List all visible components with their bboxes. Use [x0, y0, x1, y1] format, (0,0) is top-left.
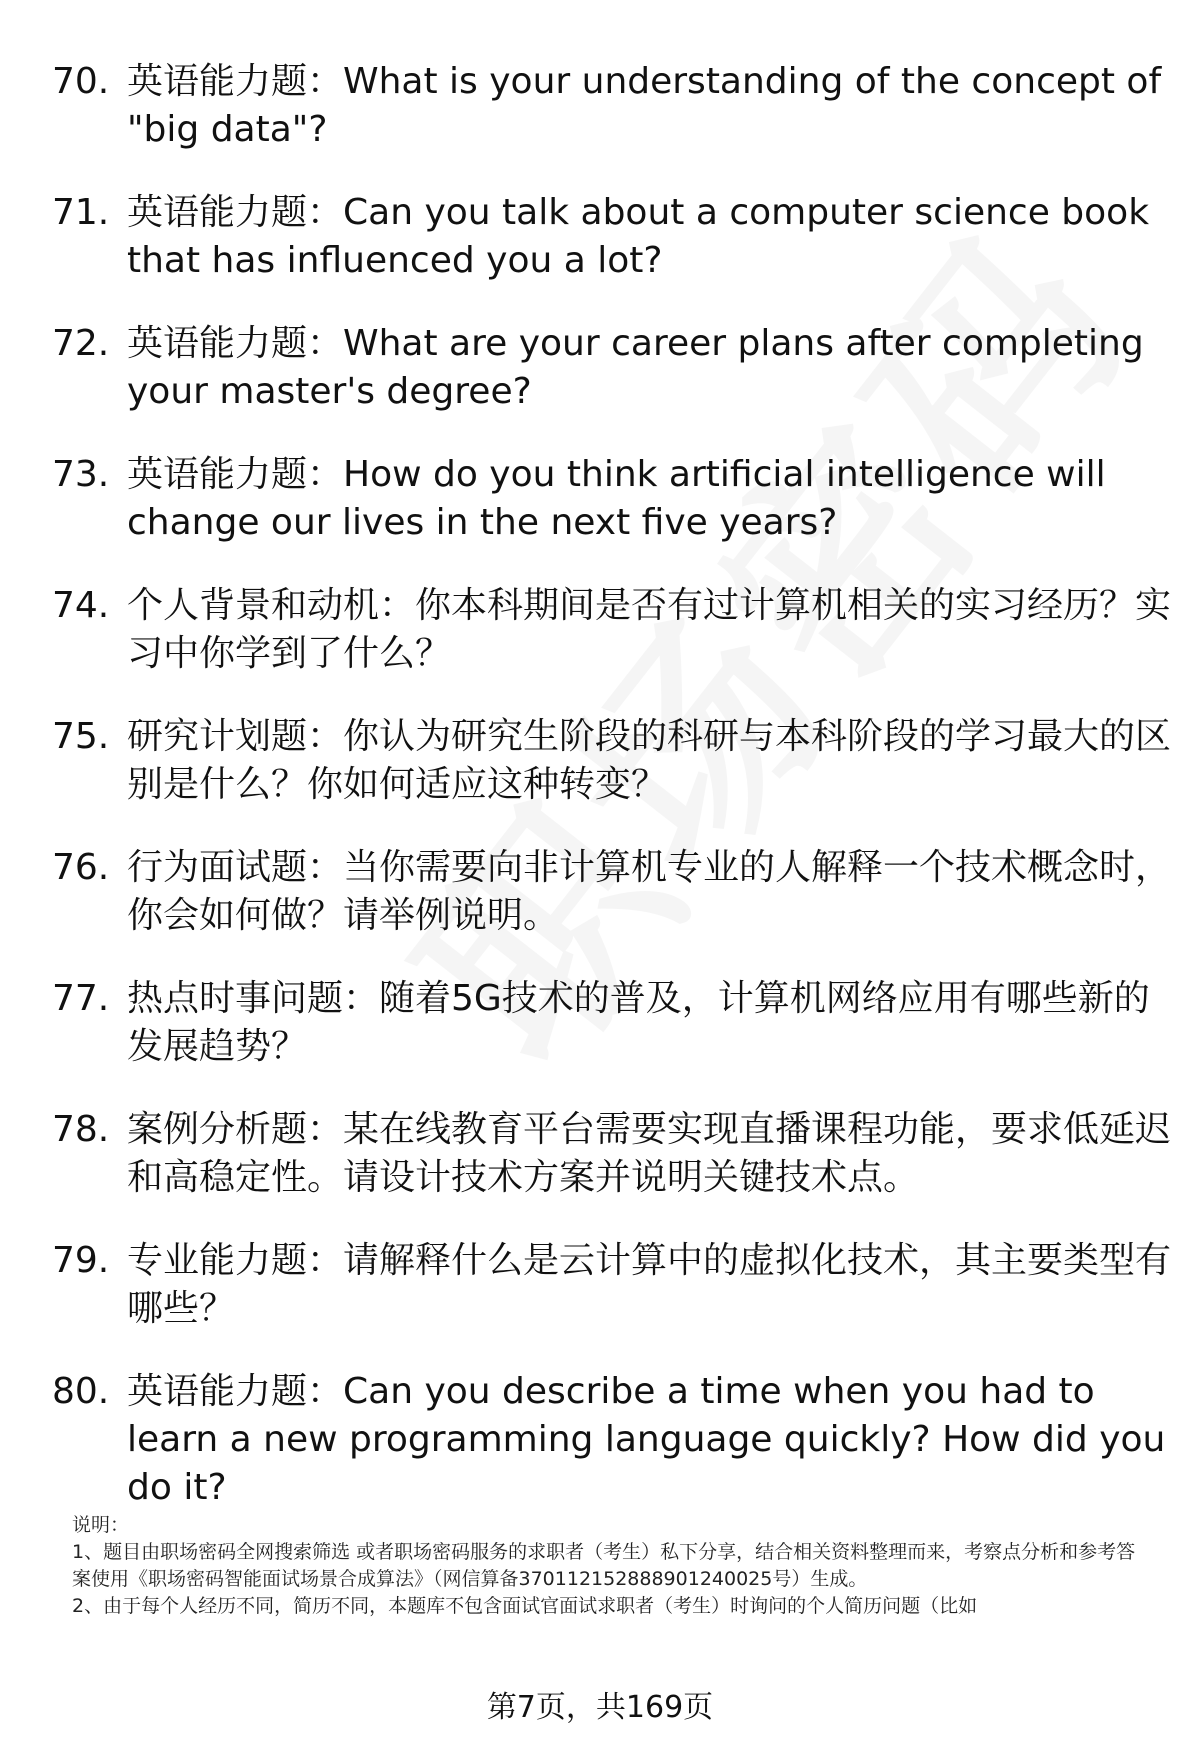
question-list — [52, 58, 1172, 1547]
question-number: 71. — [52, 192, 110, 233]
question-text: 专业能力题：请解释什么是云计算中的虚拟化技术，其主要类型有哪些？ — [127, 1240, 1172, 1329]
question-text: 研究计划题：你认为研究生阶段的科研与本科阶段的学习最大的区别是什么？你如何适应这种转变？ — [127, 716, 1172, 805]
question-item — [52, 189, 1172, 285]
notes-item-2: 2、由于每个人经历不同，简历不同，本题库不包含面试官面试求职者（考生）时询问的个人简历问题（比如 — [72, 1595, 978, 1617]
question-text: 英语能力题：Can you talk about a computer science book that has influenced you a lot? — [127, 192, 1150, 281]
question-item — [52, 713, 1172, 809]
question-text: 英语能力题：Can you describe a time when you had to learn a new programming language quickly? How did you do it? — [127, 1371, 1166, 1508]
question-text: 英语能力题：How do you think artificial intelligence will change our lives in the next five years? — [127, 454, 1106, 543]
notes-item-1: 1、题目由职场密码全网搜索筛选 或者职场密码服务的求职者（考生）私下分享，结合相关资料整理而来，考察点分析和参考答案使用《职场密码智能面试场景合成算法》（网信算备370112152888901240025号）生成。 — [72, 1541, 1136, 1590]
question-item — [52, 844, 1172, 940]
question-item — [52, 58, 1172, 154]
question-item — [52, 1237, 1172, 1333]
question-text: 案例分析题：某在线教育平台需要实现直播课程功能，要求低延迟和高稳定性。请设计技术方案并说明关键技术点。 — [127, 1109, 1172, 1198]
question-item — [52, 320, 1172, 416]
question-item — [52, 451, 1172, 547]
question-number: 72. — [52, 323, 110, 364]
question-item — [52, 582, 1172, 678]
question-text: 热点时事问题：随着5G技术的普及，计算机网络应用有哪些新的发展趋势？ — [127, 978, 1150, 1067]
question-text: 个人背景和动机：你本科期间是否有过计算机相关的实习经历？实习中你学到了什么？ — [127, 585, 1172, 674]
notes-title: 说明： — [72, 1514, 130, 1536]
question-item — [52, 1368, 1172, 1512]
question-number: 70. — [52, 61, 110, 102]
question-number: 79. — [52, 1240, 110, 1281]
question-text: 英语能力题：What is your understanding of the concept of "big data"? — [127, 61, 1162, 150]
question-number: 80. — [52, 1371, 110, 1412]
question-item — [52, 975, 1172, 1071]
question-number: 73. — [52, 454, 110, 495]
question-text: 英语能力题：What are your career plans after completing your master's degree? — [127, 323, 1144, 412]
page-footer: 第7页，共169页 — [486, 1690, 714, 1725]
question-number: 75. — [52, 716, 110, 757]
question-item — [52, 1106, 1172, 1202]
question-number: 78. — [52, 1109, 110, 1150]
question-number: 76. — [52, 847, 110, 888]
question-number: 77. — [52, 978, 110, 1019]
question-text: 行为面试题：当你需要向非计算机专业的人解释一个技术概念时，你会如何做？请举例说明。 — [127, 847, 1172, 936]
question-number: 74. — [52, 585, 110, 626]
notes-section — [72, 1512, 1142, 1620]
